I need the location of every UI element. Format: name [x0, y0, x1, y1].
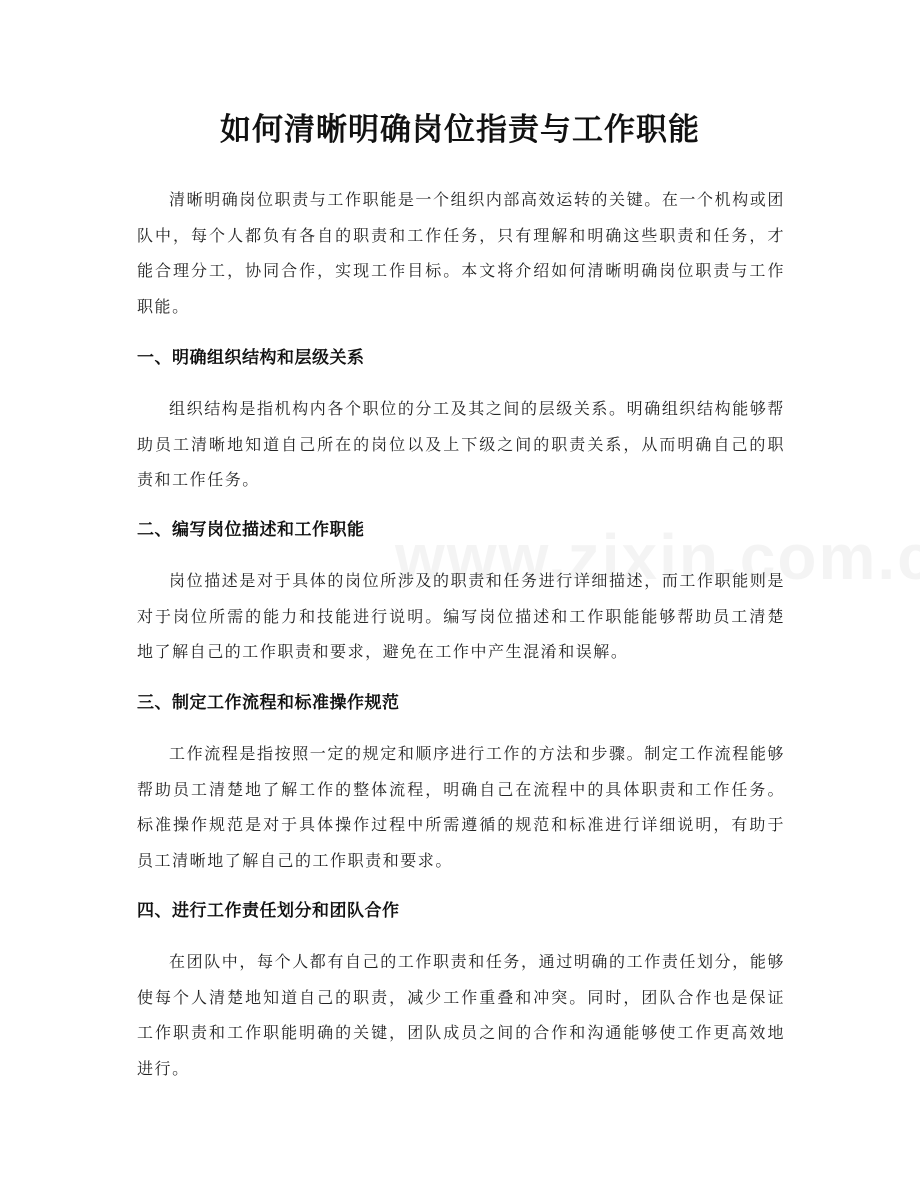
section-3-heading: 三、制定工作流程和标准操作规范 — [137, 693, 400, 713]
section-2-heading: 二、编写岗位描述和工作职能 — [137, 520, 365, 540]
section-1-paragraph: 组织结构是指机构内各个职位的分工及其之间的层级关系。明确组织结构能够帮助员工清晰地知道自己所在的岗位以及上下级之间的职责关系，从而明确自己的职责和工作任务。 — [137, 399, 785, 489]
document-title: 如何清晰明确岗位指责与工作职能 — [220, 112, 700, 148]
section-4-heading: 四、进行工作责任划分和团队合作 — [137, 901, 400, 921]
section-2-paragraph: 岗位描述是对于具体的岗位所涉及的职责和任务进行详细描述，而工作职能则是对于岗位所需的能力和技能进行说明。编写岗位描述和工作职能能够帮助员工清楚地了解自己的工作职责和要求，避免在工作中产生混淆和误解。 — [137, 571, 785, 661]
intro-paragraph: 清晰明确岗位职责与工作职能是一个组织内部高效运转的关键。在一个机构或团队中，每个人都负有各自的职责和工作任务，只有理解和明确这些职责和任务，才能合理分工，协同合作，实现工作目标。本文将介绍如何清晰明确岗位职责与工作职能。 — [137, 190, 785, 316]
section-4-paragraph: 在团队中，每个人都有自己的工作职责和任务，通过明确的工作责任划分，能够使每个人清楚地知道自己的职责，减少工作重叠和冲突。同时，团队合作也是保证工作职责和工作职能明确的关键，团队成员之间的合作和沟通能够使工作更高效地进行。 — [137, 952, 785, 1078]
section-3-paragraph: 工作流程是指按照一定的规定和顺序进行工作的方法和步骤。制定工作流程能够帮助员工清楚地了解工作的整体流程，明确自己在流程中的具体职责和工作任务。标准操作规范是对于具体操作过程中所需遵循的规范和标准进行详细说明，有助于员工清晰地了解自己的工作职责和要求。 — [137, 744, 785, 870]
section-1-heading: 一、明确组织结构和层级关系 — [137, 348, 365, 368]
